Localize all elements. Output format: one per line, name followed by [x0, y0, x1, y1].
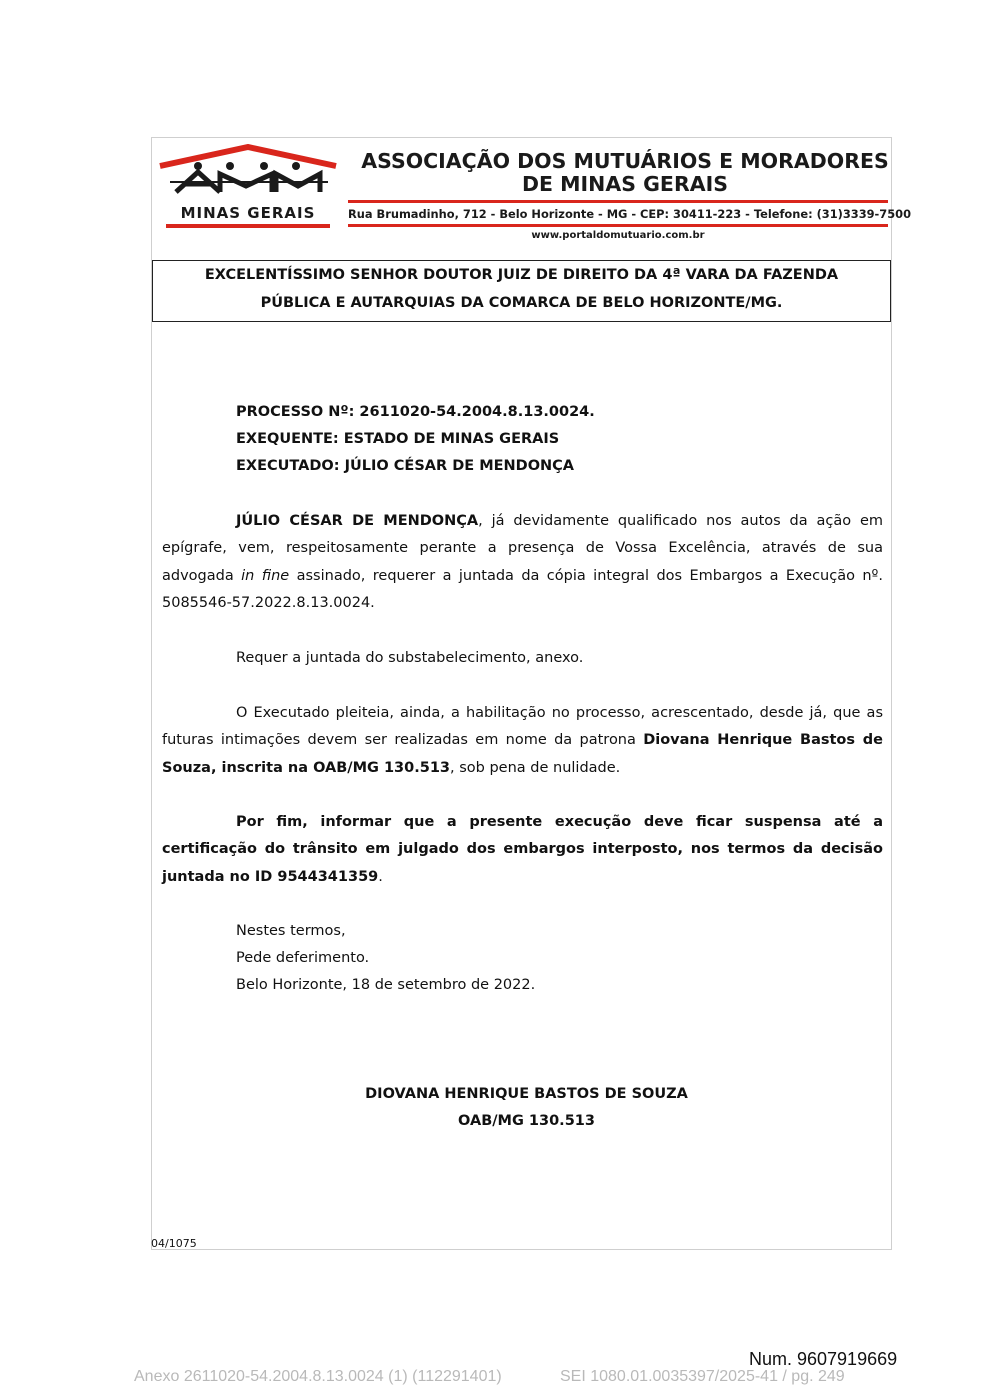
paragraph-request [162, 508, 883, 618]
paragraph-habilitacao [162, 700, 883, 782]
signature-oab: OAB/MG 130.513 [458, 1113, 595, 1129]
page-counter: 04/1075 [151, 1237, 197, 1250]
paragraph-habilitacao-text-b: , sob pena de nulidade. [450, 759, 621, 776]
addressee-line1: EXCELENTÍSSIMO SENHOR DOUTOR JUIZ DE DIREITO DA 4ª VARA DA FAZENDA [204, 267, 839, 283]
paragraph-habilitacao-text-a: O Executado pleiteia, ainda, a habilitação no processo, acrescentado, desde já, que as futuras intimações devem ser realizadas em nome da patrona [162, 705, 883, 749]
organization-name [358, 150, 892, 196]
paragraph-suspension [162, 809, 883, 891]
letterhead [158, 144, 911, 248]
organization-address: Rua Brumadinho, 712 - Belo Horizonte - MG - CEP: 30411-223 - Telefone: (31)3339-7500 [348, 207, 911, 221]
paragraph-request-text-b: assinado, requerer a juntada da cópia integral dos Embargos a Execução nº. 5085546-57.2022.8.13.0024. [162, 567, 883, 612]
paragraph-suspension-end: . [378, 868, 383, 885]
closing-place-date: Belo Horizonte, 18 de setembro de 2022. [236, 977, 536, 993]
case-plaintiff: EXEQUENTE: ESTADO DE MINAS GERAIS [236, 431, 560, 447]
attorney-reference: Diovana Henrique Bastos de Souza, inscrita na OAB/MG 130.513 [162, 732, 883, 776]
addressee-box [152, 260, 891, 322]
case-number: PROCESSO Nº: 2611020-54.2004.8.13.0024. [236, 404, 595, 420]
defendant-name: JÚLIO CÉSAR DE MENDONÇA [236, 513, 479, 529]
amm-logo [158, 144, 338, 230]
paragraph-substabelecimento [162, 645, 883, 672]
logo-text: MINAS GERAIS [180, 204, 316, 222]
paragraph-substabelecimento-text: Requer a juntada do substabelecimento, anexo. [236, 650, 584, 666]
paragraph-suspension-text: Por fim, informar que a presente execução deve ficar suspensa até a certificação do trânsito em julgado dos embargos interposto, nos termos da decisão juntada no ID 9544341359 [162, 814, 883, 885]
document-number: Num. 9607919669 [749, 1349, 898, 1369]
organization-website: www.portaldomutuario.com.br [531, 230, 705, 241]
closing-request: Pede deferimento. [236, 950, 370, 966]
paragraph-request-italic: in fine [241, 567, 290, 584]
organization-name-line2: DE MINAS GERAIS [522, 172, 728, 196]
red-divider-top [348, 200, 888, 203]
case-defendant: EXECUTADO: JÚLIO CÉSAR DE MENDONÇA [236, 458, 575, 474]
sei-reference: SEI 1080.01.0035397/2025-41 / pg. 249 [560, 1368, 845, 1385]
red-divider-bottom [348, 224, 888, 227]
annex-reference: Anexo 2611020-54.2004.8.13.0024 (1) (112291401) [134, 1368, 502, 1385]
organization-name-line1: ASSOCIAÇÃO DOS MUTUÁRIOS E MORADORES [361, 149, 889, 173]
paragraph-request-text-a: , já devidamente qualificado nos autos da ação em epígrafe, vem, respeitosamente perante a presença de Vossa Excelência, através de sua advogada [162, 513, 883, 584]
addressee-line2: PÚBLICA E AUTARQUIAS DA COMARCA DE BELO HORIZONTE/MG. [260, 294, 783, 311]
closing-terms: Nestes termos, [236, 923, 346, 939]
signature-name: DIOVANA HENRIQUE BASTOS DE SOUZA [365, 1086, 688, 1102]
